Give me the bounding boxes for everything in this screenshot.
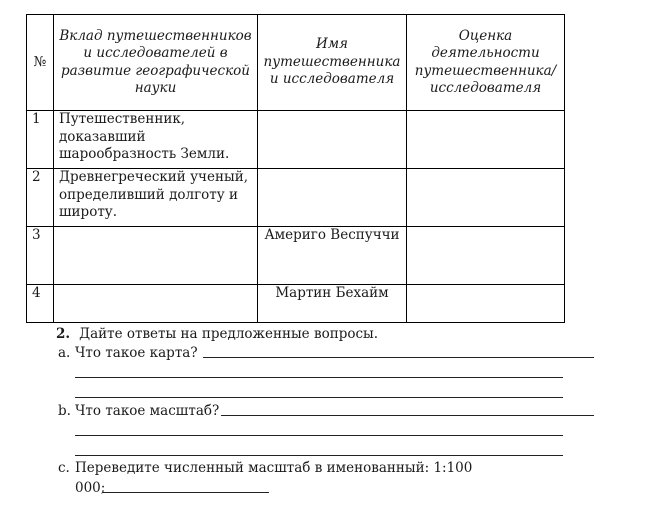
question-text: Переведите численный масштаб в именованный: 1:100	[75, 460, 473, 476]
question-b	[58, 403, 219, 419]
answer-line[interactable]	[75, 397, 563, 398]
answer-line[interactable]	[75, 455, 563, 456]
task-title-text: Дайте ответы на предложенные вопросы.	[79, 326, 379, 342]
answer-line[interactable]	[103, 492, 269, 493]
row-number: 2	[27, 169, 54, 227]
contribution-cell: Путешественник, доказавший шарообразность Земли.	[54, 111, 258, 169]
header-number: №	[27, 15, 54, 111]
contribution-cell: Древнегреческий ученый, определивший долготу и широту.	[54, 169, 258, 227]
task-number: 2.	[56, 326, 71, 342]
row-number: 3	[27, 227, 54, 285]
question-text: Что такое карта?	[75, 345, 198, 361]
answer-line[interactable]	[75, 435, 563, 436]
answer-line[interactable]	[221, 415, 594, 416]
row-number: 4	[27, 285, 54, 323]
name-cell: Америго Веспуччи	[258, 227, 407, 285]
header-contribution: Вклад путешественников и исследователей в развитие географической науки	[54, 15, 258, 111]
question-letter: b.	[58, 403, 71, 419]
question-letter: a.	[58, 345, 71, 361]
question-c-continuation: 000;	[75, 480, 106, 496]
question-text: Что такое масштаб?	[75, 403, 220, 419]
answer-line[interactable]	[203, 357, 594, 358]
question-letter: c.	[58, 460, 70, 476]
question-a	[58, 345, 198, 361]
name-cell: Мартин Бехайм	[258, 285, 407, 323]
question-c	[58, 460, 472, 476]
header-name: Имя путешественника и исследователя	[258, 15, 407, 111]
header-assessment: Оценка деятельности путешественника/ исследователя	[407, 15, 565, 111]
answer-line[interactable]	[75, 377, 563, 378]
row-number: 1	[27, 111, 54, 169]
task-2-title	[56, 326, 378, 342]
